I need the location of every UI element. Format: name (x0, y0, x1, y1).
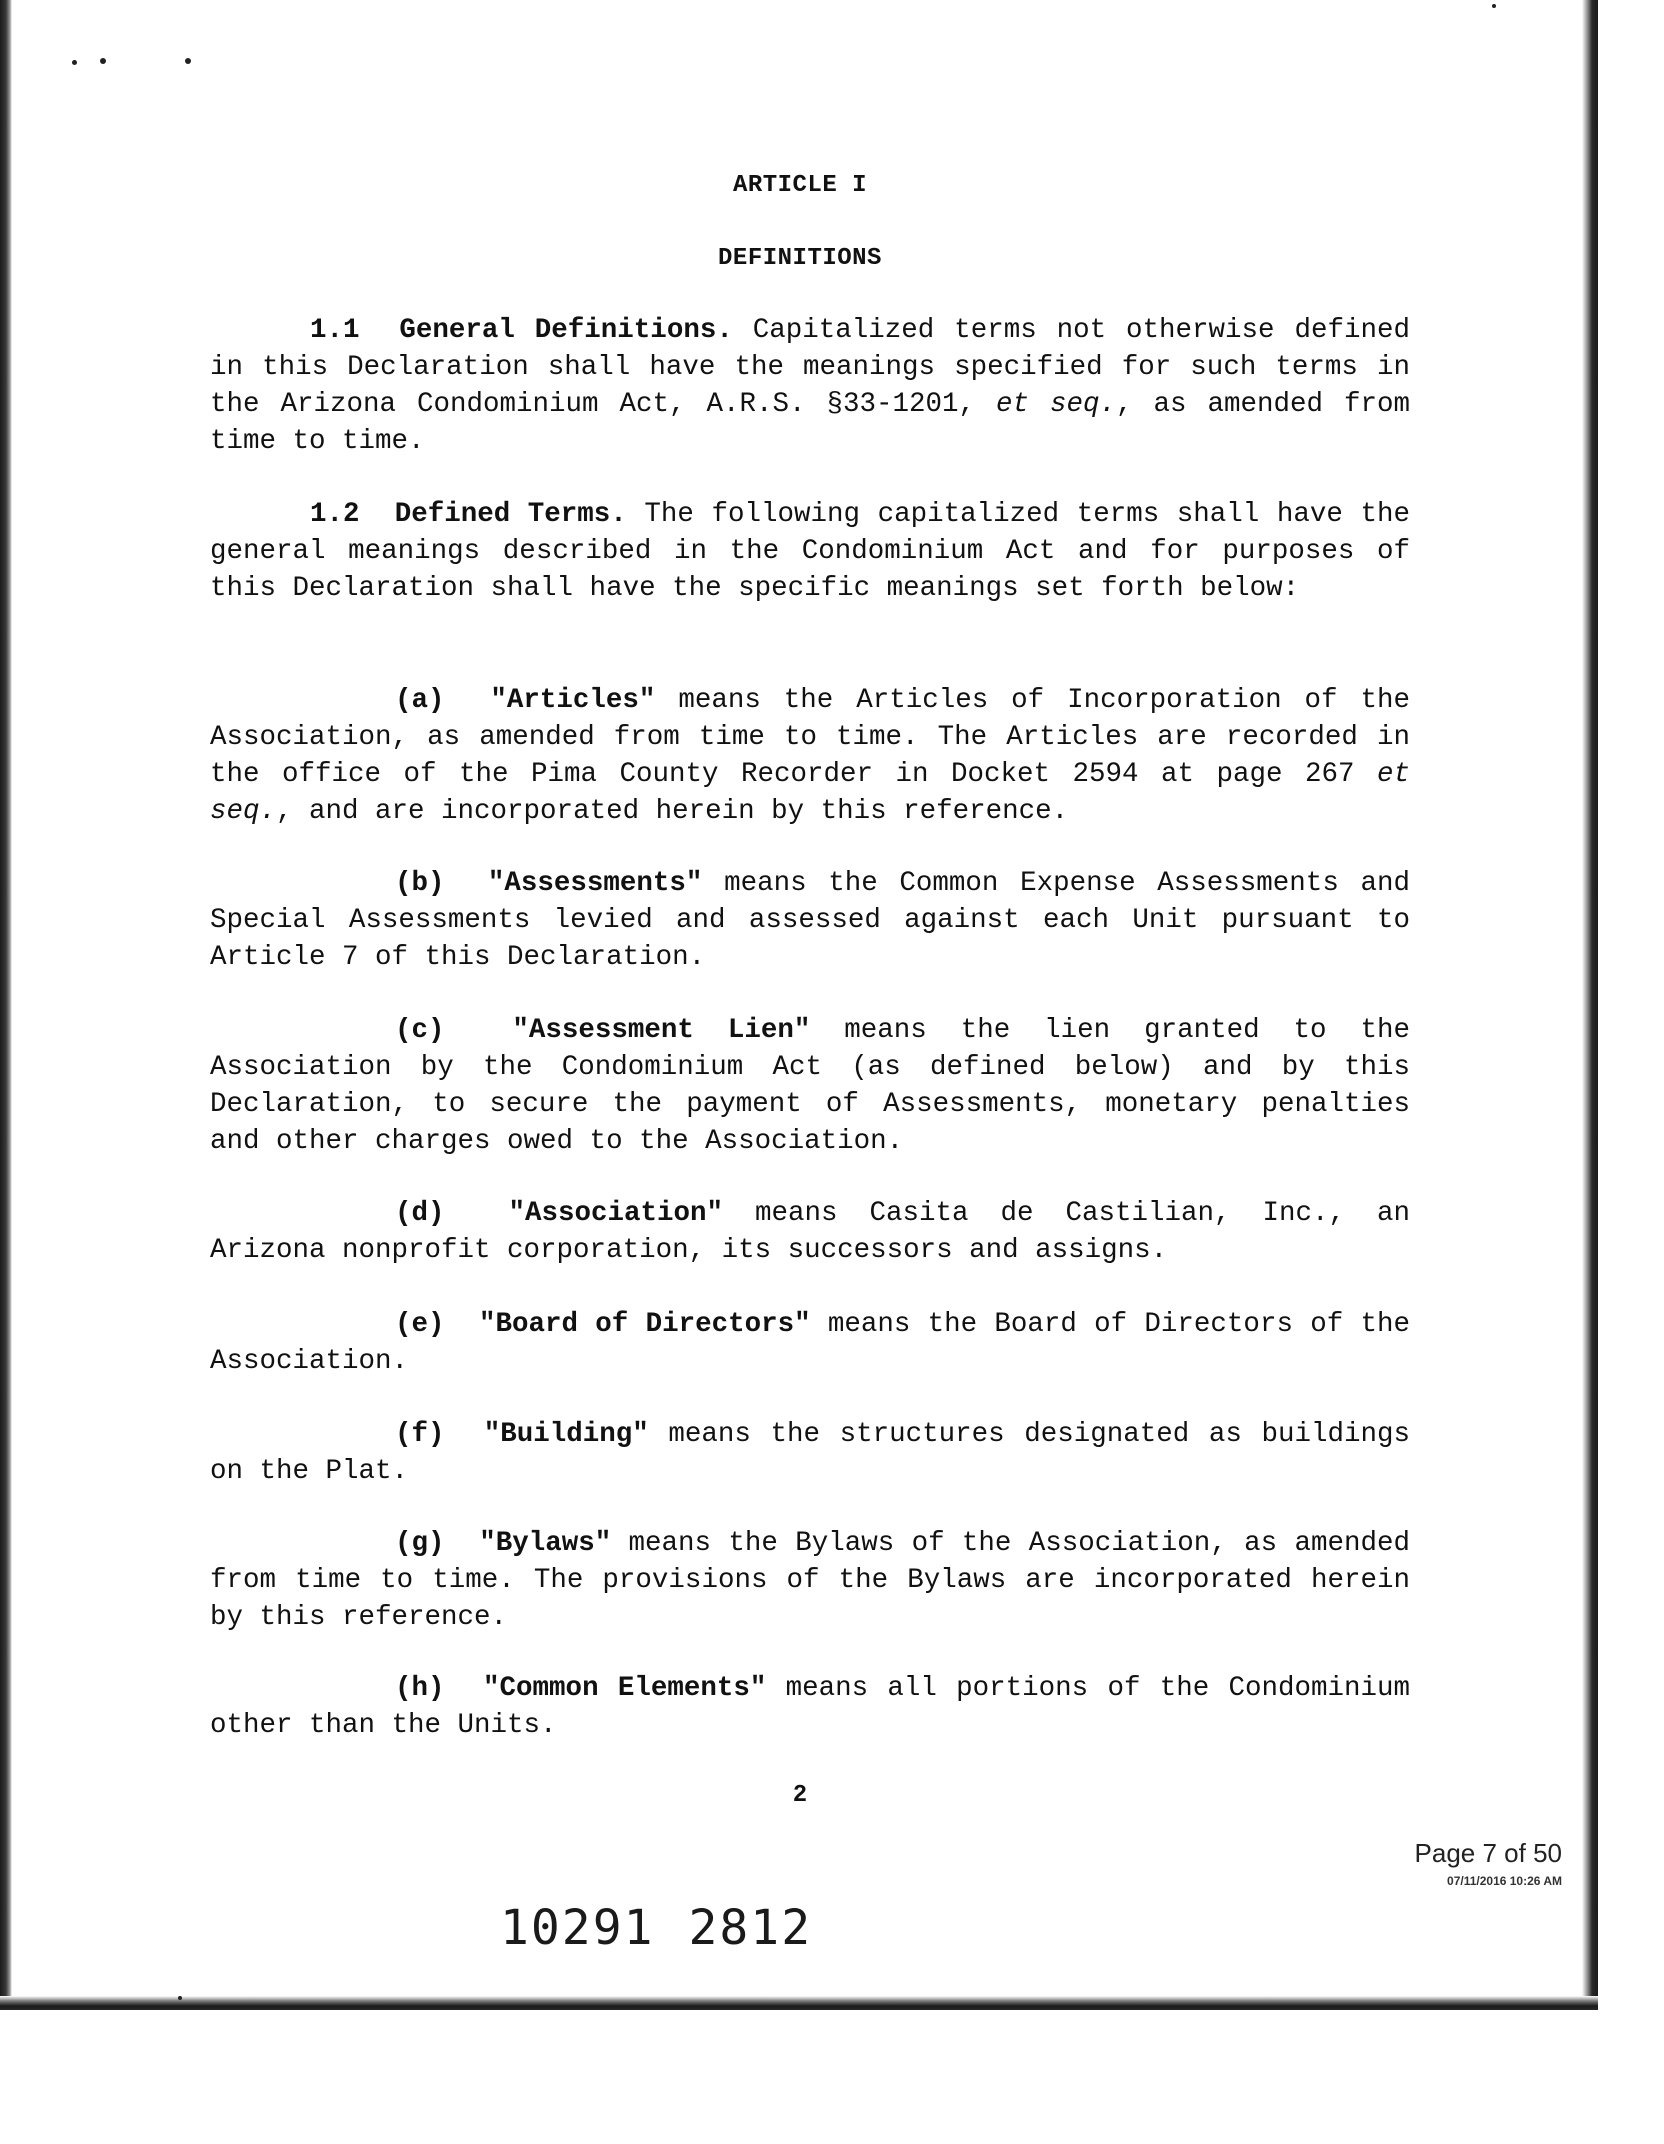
definition-c (210, 1012, 1410, 1160)
section-body: Capitalized terms not otherwise defined in this Declaration shall have the meanings specified for such terms in the Arizona Condominium Act, A.R.S. §33-1201, (210, 315, 1410, 420)
section-number: 1.2 (310, 499, 360, 530)
definition-b (210, 865, 1410, 976)
definition-h (210, 1670, 1410, 1744)
scan-edge-left (0, 0, 12, 2010)
definition-g (210, 1525, 1410, 1636)
definition-f (210, 1416, 1410, 1490)
scan-speck (100, 58, 106, 64)
article-subtitle: DEFINITIONS (718, 245, 882, 272)
definition-body-end: , and are incorporated herein by this reference. (276, 796, 1069, 827)
scan-speck (72, 60, 77, 65)
definition-body: means all portions of the Condominium other than the Units. (210, 1673, 1411, 1741)
definition-body: means the Bylaws of the Association, as amended from time to time. The provisions of the Bylaws are incorporated herein by this reference. (210, 1528, 1410, 1633)
definition-label: (h) (395, 1673, 445, 1704)
section-1-2 (210, 496, 1410, 607)
article-title: ARTICLE I (732, 172, 868, 199)
scan-speck (1492, 4, 1496, 8)
page-number: 2 (792, 1782, 808, 1809)
definition-term: "Common Elements" (483, 1673, 767, 1704)
definition-term: "Assessment Lien" (512, 1015, 811, 1046)
section-body-end: , as amended from time to time. (210, 389, 1411, 457)
print-timestamp: 07/11/2016 10:26 AM (1447, 1874, 1562, 1888)
definition-term: "Assessments" (487, 868, 703, 899)
section-1-1 (210, 312, 1410, 460)
definition-body: means the lien granted to the Association by the Condominium Act (as defined below) and by this Declaration, to secure the payment of Assessments, monetary penalties and other charges owed to the Association. (210, 1015, 1410, 1157)
docket-stamp (500, 1900, 812, 1956)
definition-label: (b) (395, 868, 445, 899)
section-body: The following capitalized terms shall have the general meanings described in the Condominium Act and for purposes of this Declaration shall have the specific meanings set forth below: (210, 499, 1410, 604)
definition-body: means the Articles of Incorporation of the Association, as amended from time to time. The Articles are recorded in the office of the Pima County Recorder in Docket 2594 at page 267 (210, 685, 1410, 790)
docket-number: 10291 (500, 1900, 655, 1956)
section-heading: General Definitions. (399, 315, 733, 346)
definition-term: "Board of Directors" (479, 1309, 811, 1340)
definition-body: means the Board of Directors of the Association. (210, 1309, 1410, 1377)
definition-term: "Articles" (490, 685, 656, 716)
section-heading: Defined Terms. (394, 499, 627, 530)
definition-label: (f) (395, 1419, 445, 1450)
scan-edge-bottom (0, 1996, 1598, 2010)
definition-label: (g) (395, 1528, 445, 1559)
definition-body: means the structures designated as buildings on the Plat. (210, 1419, 1410, 1487)
definition-label: (e) (395, 1309, 445, 1340)
definition-label: (c) (395, 1015, 445, 1046)
scan-speck (178, 1996, 182, 2000)
definition-body: means Casita de Castilian, Inc., an Arizona nonprofit corporation, its successors and assigns. (210, 1198, 1410, 1266)
scan-edge-right (1582, 0, 1598, 2010)
scan-speck (185, 58, 191, 64)
definition-label: (a) (395, 685, 445, 716)
definition-term: "Bylaws" (479, 1528, 612, 1559)
page-of-total: Page 7 of 50 (1414, 1838, 1562, 1868)
definition-term: "Building" (483, 1419, 649, 1450)
definition-italic: et seq. (210, 759, 1410, 827)
definition-a (210, 682, 1410, 830)
definition-d (210, 1195, 1410, 1269)
section-number: 1.1 (310, 315, 360, 346)
docket-page: 2812 (688, 1900, 813, 1956)
definition-term: "Association" (508, 1198, 724, 1229)
definition-label: (d) (395, 1198, 445, 1229)
definition-e (210, 1306, 1410, 1380)
section-italic: et seq. (996, 389, 1117, 420)
definition-body: means the Common Expense Assessments and Special Assessments levied and assessed against each Unit pursuant to Article 7 of this Declaration. (210, 868, 1410, 973)
